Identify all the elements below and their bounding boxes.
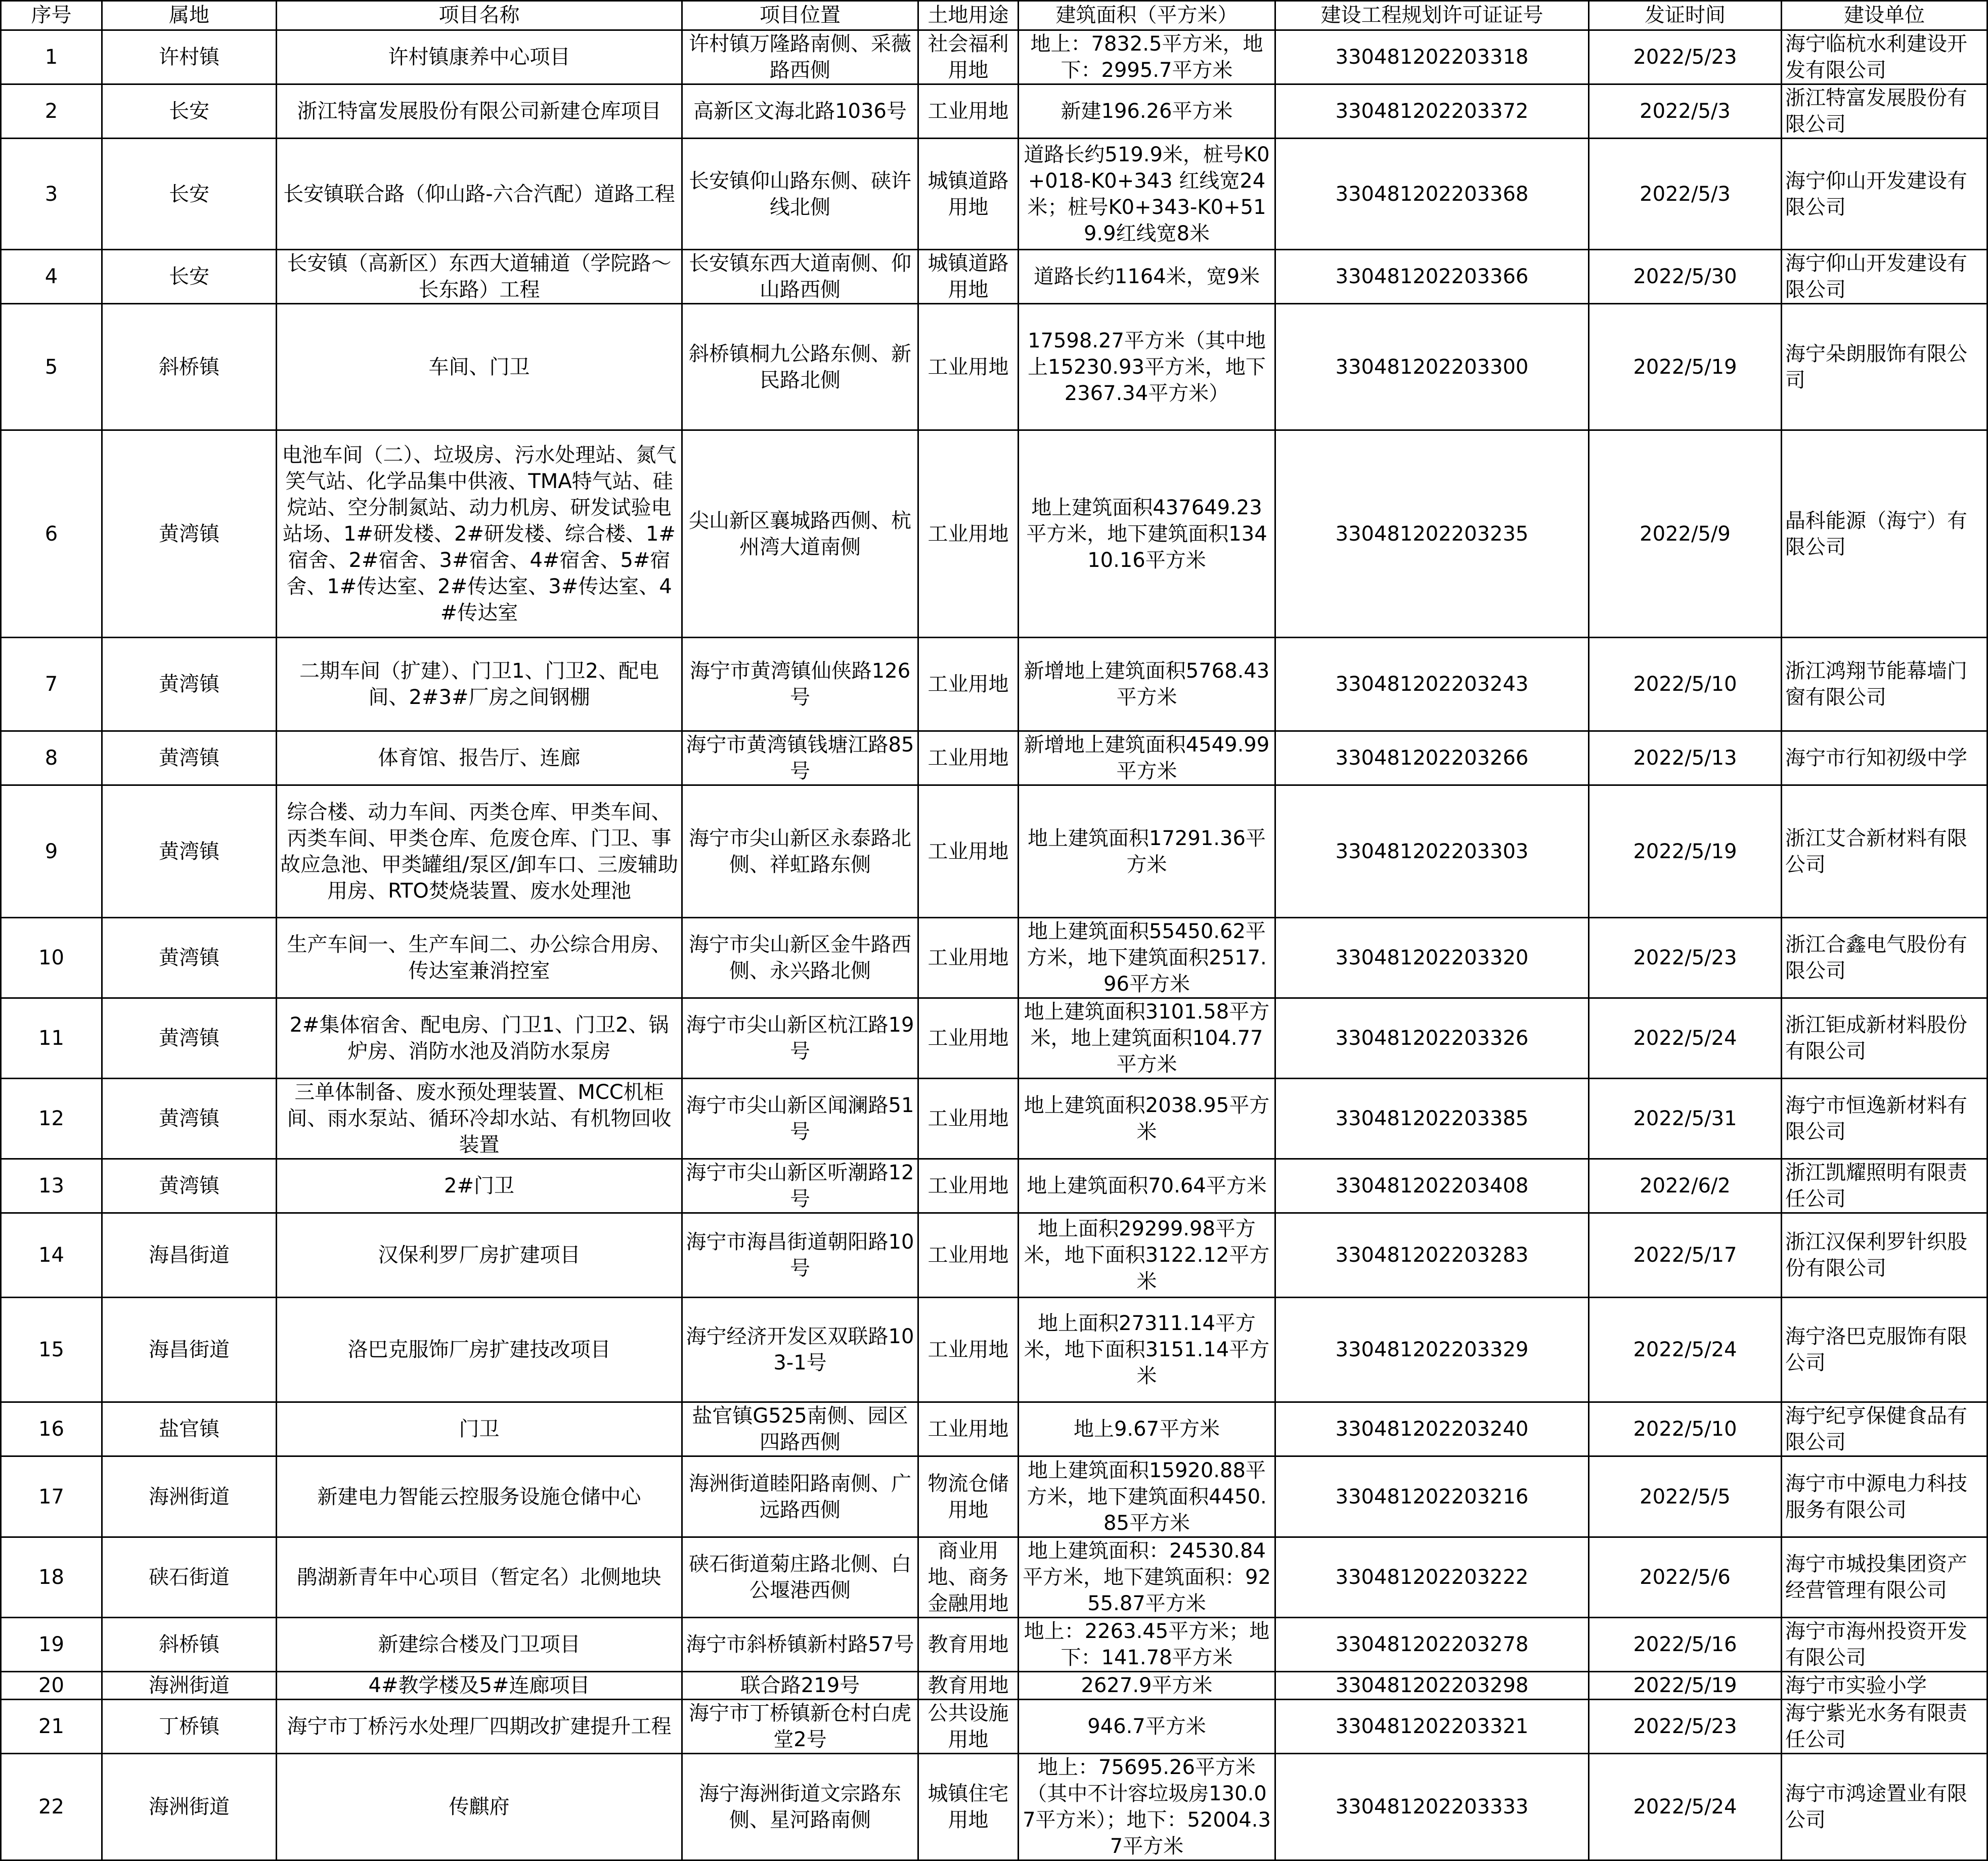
cell-land-use: 工业用地 xyxy=(918,785,1019,918)
cell-land-use: 商业用地、商务金融用地 xyxy=(918,1537,1019,1618)
cell-no: 5 xyxy=(1,304,102,430)
cell-land-use: 工业用地 xyxy=(918,84,1019,139)
cell-project-name: 二期车间（扩建）、门卫1、门卫2、配电间、2#3#厂房之间钢棚 xyxy=(277,638,682,731)
cell-area: 海昌街道 xyxy=(102,1213,277,1298)
cell-issue-date: 2022/5/31 xyxy=(1589,1079,1782,1159)
cell-land-use: 工业用地 xyxy=(918,731,1019,785)
cell-permit-no: 330481202203216 xyxy=(1275,1456,1589,1537)
cell-project-name: 综合楼、动力车间、丙类仓库、甲类车间、丙类车间、甲类仓库、危废仓库、门卫、事故应急池、甲类罐组/泵区/卸车口、三废辅助用房、RTO焚烧装置、废水处理池 xyxy=(277,785,682,918)
col-header-date: 发证时间 xyxy=(1589,1,1782,30)
cell-issue-date: 2022/5/19 xyxy=(1589,304,1782,430)
cell-issue-date: 2022/5/9 xyxy=(1589,430,1782,638)
cell-area: 硖石街道 xyxy=(102,1537,277,1618)
cell-location: 盐官镇G525南侧、园区四路西侧 xyxy=(682,1402,918,1456)
table-row xyxy=(1,918,1987,998)
table-row xyxy=(1,1672,1987,1700)
cell-floor-area: 地上建筑面积2038.95平方米 xyxy=(1019,1079,1275,1159)
cell-permit-no: 330481202203318 xyxy=(1275,30,1589,84)
cell-permit-no: 330481202203303 xyxy=(1275,785,1589,918)
cell-location: 高新区文海北路1036号 xyxy=(682,84,918,139)
cell-construction-unit: 海宁临杭水利建设开发有限公司 xyxy=(1782,30,1987,84)
cell-land-use: 公共设施用地 xyxy=(918,1700,1019,1754)
cell-land-use: 工业用地 xyxy=(918,1298,1019,1402)
cell-issue-date: 2022/5/10 xyxy=(1589,1402,1782,1456)
cell-project-name: 浙江特富发展股份有限公司新建仓库项目 xyxy=(277,84,682,139)
cell-floor-area: 新增地上建筑面积5768.43平方米 xyxy=(1019,638,1275,731)
cell-project-name: 长安镇（高新区）东西大道辅道（学院路～长东路）工程 xyxy=(277,250,682,304)
cell-no: 1 xyxy=(1,30,102,84)
cell-issue-date: 2022/5/23 xyxy=(1589,30,1782,84)
cell-construction-unit: 海宁市鸿途置业有限公司 xyxy=(1782,1754,1987,1860)
cell-project-name: 传麒府 xyxy=(277,1754,682,1860)
cell-construction-unit: 海宁市中源电力科技服务有限公司 xyxy=(1782,1456,1987,1537)
cell-issue-date: 2022/5/16 xyxy=(1589,1618,1782,1672)
table-row xyxy=(1,785,1987,918)
cell-project-name: 海宁市丁桥污水处理厂四期改扩建提升工程 xyxy=(277,1700,682,1754)
cell-location: 海宁市黄湾镇钱塘江路85号 xyxy=(682,731,918,785)
table-row xyxy=(1,84,1987,139)
cell-location: 海宁市黄湾镇仙侠路126号 xyxy=(682,638,918,731)
cell-land-use: 工业用地 xyxy=(918,918,1019,998)
cell-construction-unit: 海宁市海州投资开发有限公司 xyxy=(1782,1618,1987,1672)
cell-floor-area: 17598.27平方米（其中地上15230.93平方米，地下2367.34平方米） xyxy=(1019,304,1275,430)
cell-floor-area: 地上面积29299.98平方米，地下面积3122.12平方米 xyxy=(1019,1213,1275,1298)
cell-no: 6 xyxy=(1,430,102,638)
cell-no: 8 xyxy=(1,731,102,785)
cell-area: 斜桥镇 xyxy=(102,1618,277,1672)
cell-permit-no: 330481202203321 xyxy=(1275,1700,1589,1754)
cell-issue-date: 2022/5/19 xyxy=(1589,785,1782,918)
cell-permit-no: 330481202203243 xyxy=(1275,638,1589,731)
col-header-location: 项目位置 xyxy=(682,1,918,30)
cell-no: 4 xyxy=(1,250,102,304)
cell-project-name: 生产车间一、生产车间二、办公综合用房、传达室兼消控室 xyxy=(277,918,682,998)
cell-area: 长安 xyxy=(102,139,277,250)
cell-issue-date: 2022/5/19 xyxy=(1589,1672,1782,1700)
cell-floor-area: 地上建筑面积55450.62平方米，地下建筑面积2517.96平方米 xyxy=(1019,918,1275,998)
table-row xyxy=(1,1159,1987,1213)
cell-floor-area: 2627.9平方米 xyxy=(1019,1672,1275,1700)
cell-area: 黄湾镇 xyxy=(102,998,277,1079)
cell-construction-unit: 海宁市城投集团资产经营管理有限公司 xyxy=(1782,1537,1987,1618)
cell-permit-no: 330481202203278 xyxy=(1275,1618,1589,1672)
cell-area: 盐官镇 xyxy=(102,1402,277,1456)
cell-construction-unit: 海宁市恒逸新材料有限公司 xyxy=(1782,1079,1987,1159)
cell-construction-unit: 晶科能源（海宁）有限公司 xyxy=(1782,430,1987,638)
cell-location: 海宁市斜桥镇新村路57号 xyxy=(682,1618,918,1672)
cell-no: 20 xyxy=(1,1672,102,1700)
cell-no: 13 xyxy=(1,1159,102,1213)
cell-floor-area: 946.7平方米 xyxy=(1019,1700,1275,1754)
table-row xyxy=(1,1537,1987,1618)
table-row xyxy=(1,1079,1987,1159)
cell-project-name: 许村镇康养中心项目 xyxy=(277,30,682,84)
col-header-no: 序号 xyxy=(1,1,102,30)
cell-issue-date: 2022/5/30 xyxy=(1589,250,1782,304)
cell-floor-area: 地上9.67平方米 xyxy=(1019,1402,1275,1456)
cell-permit-no: 330481202203329 xyxy=(1275,1298,1589,1402)
cell-land-use: 工业用地 xyxy=(918,430,1019,638)
table-row xyxy=(1,430,1987,638)
table-row xyxy=(1,1456,1987,1537)
cell-construction-unit: 海宁市行知初级中学 xyxy=(1782,731,1987,785)
cell-location: 斜桥镇桐九公路东侧、新民路北侧 xyxy=(682,304,918,430)
cell-permit-no: 330481202203372 xyxy=(1275,84,1589,139)
cell-permit-no: 330481202203235 xyxy=(1275,430,1589,638)
cell-construction-unit: 浙江艾合新材料有限公司 xyxy=(1782,785,1987,918)
cell-construction-unit: 海宁朵朗服饰有限公司 xyxy=(1782,304,1987,430)
table-row xyxy=(1,1618,1987,1672)
col-header-area: 属地 xyxy=(102,1,277,30)
cell-construction-unit: 海宁紫光水务有限责任公司 xyxy=(1782,1700,1987,1754)
col-header-unit: 建设单位 xyxy=(1782,1,1987,30)
cell-project-name: 洛巴克服饰厂房扩建技改项目 xyxy=(277,1298,682,1402)
cell-permit-no: 330481202203266 xyxy=(1275,731,1589,785)
cell-issue-date: 2022/5/17 xyxy=(1589,1213,1782,1298)
cell-floor-area: 新增地上建筑面积4549.99平方米 xyxy=(1019,731,1275,785)
cell-permit-no: 330481202203326 xyxy=(1275,998,1589,1079)
cell-no: 22 xyxy=(1,1754,102,1860)
cell-issue-date: 2022/6/2 xyxy=(1589,1159,1782,1213)
cell-issue-date: 2022/5/24 xyxy=(1589,1298,1782,1402)
cell-project-name: 2#门卫 xyxy=(277,1159,682,1213)
cell-no: 21 xyxy=(1,1700,102,1754)
cell-area: 黄湾镇 xyxy=(102,918,277,998)
cell-no: 9 xyxy=(1,785,102,918)
table-row xyxy=(1,1213,1987,1298)
table-row xyxy=(1,731,1987,785)
cell-location: 尖山新区襄城路西侧、杭州湾大道南侧 xyxy=(682,430,918,638)
cell-project-name: 车间、门卫 xyxy=(277,304,682,430)
cell-permit-no: 330481202203408 xyxy=(1275,1159,1589,1213)
cell-area: 黄湾镇 xyxy=(102,1079,277,1159)
cell-issue-date: 2022/5/13 xyxy=(1589,731,1782,785)
cell-location: 海宁海洲街道文宗路东侧、星河路南侧 xyxy=(682,1754,918,1860)
cell-area: 黄湾镇 xyxy=(102,430,277,638)
cell-area: 海洲街道 xyxy=(102,1672,277,1700)
cell-no: 17 xyxy=(1,1456,102,1537)
cell-project-name: 鹃湖新青年中心项目（暂定名）北侧地块 xyxy=(277,1537,682,1618)
col-header-permit: 建设工程规划许可证证号 xyxy=(1275,1,1589,30)
cell-floor-area: 地上：7832.5平方米，地下：2995.7平方米 xyxy=(1019,30,1275,84)
cell-construction-unit: 浙江凯耀照明有限责任公司 xyxy=(1782,1159,1987,1213)
cell-location: 海宁市尖山新区金牛路西侧、永兴路北侧 xyxy=(682,918,918,998)
cell-no: 3 xyxy=(1,139,102,250)
cell-no: 10 xyxy=(1,918,102,998)
cell-area: 黄湾镇 xyxy=(102,638,277,731)
cell-area: 黄湾镇 xyxy=(102,785,277,918)
cell-no: 11 xyxy=(1,998,102,1079)
cell-project-name: 汉保利罗厂房扩建项目 xyxy=(277,1213,682,1298)
cell-floor-area: 地上建筑面积15920.88平方米，地下建筑面积4450.85平方米 xyxy=(1019,1456,1275,1537)
cell-location: 海宁市海昌街道朝阳路10号 xyxy=(682,1213,918,1298)
cell-project-name: 电池车间（二）、垃圾房、污水处理站、氮气笑气站、化学品集中供液、TMA特气站、硅烷站、空分制氮站、动力机房、研发试验电站场、1#研发楼、2#研发楼、综合楼、1#宿舍、2#宿舍、3#宿舍、4#宿舍、5#宿舍、1#传达室、2#传达室、3#传达室、4#传达室 xyxy=(277,430,682,638)
cell-location: 硖石街道菊庄路北侧、白公堰港西侧 xyxy=(682,1537,918,1618)
cell-construction-unit: 海宁洛巴克服饰有限公司 xyxy=(1782,1298,1987,1402)
cell-area: 长安 xyxy=(102,84,277,139)
cell-floor-area: 道路长约1164米，宽9米 xyxy=(1019,250,1275,304)
cell-location: 许村镇万隆路南侧、采薇路西侧 xyxy=(682,30,918,84)
col-header-land-use: 土地用途 xyxy=(918,1,1019,30)
cell-location: 海宁市尖山新区闻澜路51号 xyxy=(682,1079,918,1159)
cell-floor-area: 地上建筑面积437649.23平方米，地下建筑面积13410.16平方米 xyxy=(1019,430,1275,638)
cell-location: 联合路219号 xyxy=(682,1672,918,1700)
cell-area: 黄湾镇 xyxy=(102,1159,277,1213)
cell-project-name: 2#集体宿舍、配电房、门卫1、门卫2、锅炉房、消防水池及消防水泵房 xyxy=(277,998,682,1079)
cell-location: 长安镇仰山路东侧、硖许线北侧 xyxy=(682,139,918,250)
cell-floor-area: 地上建筑面积：24530.84平方米，地下建筑面积：9255.87平方米 xyxy=(1019,1537,1275,1618)
cell-permit-no: 330481202203300 xyxy=(1275,304,1589,430)
table-row xyxy=(1,998,1987,1079)
cell-land-use: 城镇住宅用地 xyxy=(918,1754,1019,1860)
cell-permit-no: 330481202203385 xyxy=(1275,1079,1589,1159)
table-row xyxy=(1,139,1987,250)
cell-issue-date: 2022/5/10 xyxy=(1589,638,1782,731)
cell-no: 12 xyxy=(1,1079,102,1159)
cell-permit-no: 330481202203222 xyxy=(1275,1537,1589,1618)
cell-construction-unit: 海宁纪亨保健食品有限公司 xyxy=(1782,1402,1987,1456)
cell-no: 2 xyxy=(1,84,102,139)
cell-location: 海宁市尖山新区杭江路19号 xyxy=(682,998,918,1079)
cell-no: 7 xyxy=(1,638,102,731)
table-row xyxy=(1,1402,1987,1456)
cell-land-use: 城镇道路用地 xyxy=(918,250,1019,304)
cell-issue-date: 2022/5/24 xyxy=(1589,1754,1782,1860)
cell-land-use: 工业用地 xyxy=(918,1402,1019,1456)
cell-permit-no: 330481202203240 xyxy=(1275,1402,1589,1456)
cell-issue-date: 2022/5/5 xyxy=(1589,1456,1782,1537)
cell-no: 15 xyxy=(1,1298,102,1402)
cell-project-name: 长安镇联合路（仰山路-六合汽配）道路工程 xyxy=(277,139,682,250)
cell-issue-date: 2022/5/3 xyxy=(1589,139,1782,250)
cell-project-name: 4#教学楼及5#连廊项目 xyxy=(277,1672,682,1700)
cell-construction-unit: 海宁市实验小学 xyxy=(1782,1672,1987,1700)
cell-land-use: 工业用地 xyxy=(918,638,1019,731)
cell-permit-no: 330481202203298 xyxy=(1275,1672,1589,1700)
cell-floor-area: 地上：75695.26平方米（其中不计容垃圾房130.07平方米）；地下：52004.37平方米 xyxy=(1019,1754,1275,1860)
table-row xyxy=(1,1700,1987,1754)
cell-floor-area: 道路长约519.9米，桩号K0+018-K0+343 红线宽24米；桩号K0+343-K0+519.9红线宽8米 xyxy=(1019,139,1275,250)
cell-location: 海宁市尖山新区听潮路12号 xyxy=(682,1159,918,1213)
cell-land-use: 工业用地 xyxy=(918,304,1019,430)
cell-land-use: 社会福利用地 xyxy=(918,30,1019,84)
cell-project-name: 体育馆、报告厅、连廊 xyxy=(277,731,682,785)
header-row xyxy=(1,1,1987,30)
cell-land-use: 工业用地 xyxy=(918,1213,1019,1298)
cell-land-use: 物流仓储用地 xyxy=(918,1456,1019,1537)
cell-area: 黄湾镇 xyxy=(102,731,277,785)
col-header-name: 项目名称 xyxy=(277,1,682,30)
cell-floor-area: 新建196.26平方米 xyxy=(1019,84,1275,139)
table-row xyxy=(1,250,1987,304)
cell-area: 海洲街道 xyxy=(102,1456,277,1537)
table-row xyxy=(1,304,1987,430)
cell-floor-area: 地上建筑面积70.64平方米 xyxy=(1019,1159,1275,1213)
table-body xyxy=(1,30,1987,1860)
cell-construction-unit: 浙江特富发展股份有限公司 xyxy=(1782,84,1987,139)
cell-land-use: 城镇道路用地 xyxy=(918,139,1019,250)
table-row xyxy=(1,30,1987,84)
cell-permit-no: 330481202203320 xyxy=(1275,918,1589,998)
cell-area: 长安 xyxy=(102,250,277,304)
cell-land-use: 工业用地 xyxy=(918,1079,1019,1159)
cell-floor-area: 地上面积27311.14平方米，地下面积3151.14平方米 xyxy=(1019,1298,1275,1402)
cell-construction-unit: 浙江合鑫电气股份有限公司 xyxy=(1782,918,1987,998)
cell-issue-date: 2022/5/6 xyxy=(1589,1537,1782,1618)
cell-issue-date: 2022/5/3 xyxy=(1589,84,1782,139)
cell-area: 海洲街道 xyxy=(102,1754,277,1860)
cell-project-name: 新建综合楼及门卫项目 xyxy=(277,1618,682,1672)
cell-permit-no: 330481202203333 xyxy=(1275,1754,1589,1860)
cell-location: 海宁市丁桥镇新仓村白虎堂2号 xyxy=(682,1700,918,1754)
cell-land-use: 教育用地 xyxy=(918,1618,1019,1672)
cell-construction-unit: 海宁仰山开发建设有限公司 xyxy=(1782,139,1987,250)
cell-location: 海宁市尖山新区永泰路北侧、祥虹路东侧 xyxy=(682,785,918,918)
cell-location: 海洲街道睦阳路南侧、广远路西侧 xyxy=(682,1456,918,1537)
cell-construction-unit: 浙江汉保利罗针织股份有限公司 xyxy=(1782,1213,1987,1298)
col-header-floor-area: 建筑面积（平方米） xyxy=(1019,1,1275,30)
table-row xyxy=(1,1298,1987,1402)
cell-area: 丁桥镇 xyxy=(102,1700,277,1754)
cell-land-use: 工业用地 xyxy=(918,1159,1019,1213)
cell-floor-area: 地上建筑面积3101.58平方米，地上建筑面积104.77平方米 xyxy=(1019,998,1275,1079)
cell-no: 16 xyxy=(1,1402,102,1456)
cell-area: 斜桥镇 xyxy=(102,304,277,430)
cell-construction-unit: 浙江钜成新材料股份有限公司 xyxy=(1782,998,1987,1079)
cell-no: 14 xyxy=(1,1213,102,1298)
cell-location: 长安镇东西大道南侧、仰山路西侧 xyxy=(682,250,918,304)
cell-land-use: 教育用地 xyxy=(918,1672,1019,1700)
cell-issue-date: 2022/5/23 xyxy=(1589,1700,1782,1754)
cell-issue-date: 2022/5/24 xyxy=(1589,998,1782,1079)
cell-permit-no: 330481202203283 xyxy=(1275,1213,1589,1298)
cell-no: 18 xyxy=(1,1537,102,1618)
cell-project-name: 新建电力智能云控服务设施仓储中心 xyxy=(277,1456,682,1537)
cell-permit-no: 330481202203366 xyxy=(1275,250,1589,304)
cell-floor-area: 地上建筑面积17291.36平方米 xyxy=(1019,785,1275,918)
table-row xyxy=(1,1754,1987,1860)
cell-project-name: 三单体制备、废水预处理装置、MCC机柜间、雨水泵站、循环冷却水站、有机物回收装置 xyxy=(277,1079,682,1159)
cell-permit-no: 330481202203368 xyxy=(1275,139,1589,250)
cell-issue-date: 2022/5/23 xyxy=(1589,918,1782,998)
table-row xyxy=(1,638,1987,731)
cell-land-use: 工业用地 xyxy=(918,998,1019,1079)
cell-no: 19 xyxy=(1,1618,102,1672)
cell-location: 海宁经济开发区双联路103-1号 xyxy=(682,1298,918,1402)
cell-area: 海昌街道 xyxy=(102,1298,277,1402)
cell-construction-unit: 海宁仰山开发建设有限公司 xyxy=(1782,250,1987,304)
cell-construction-unit: 浙江鸿翔节能幕墙门窗有限公司 xyxy=(1782,638,1987,731)
cell-floor-area: 地上：2263.45平方米；地下：141.78平方米 xyxy=(1019,1618,1275,1672)
cell-project-name: 门卫 xyxy=(277,1402,682,1456)
cell-area: 许村镇 xyxy=(102,30,277,84)
